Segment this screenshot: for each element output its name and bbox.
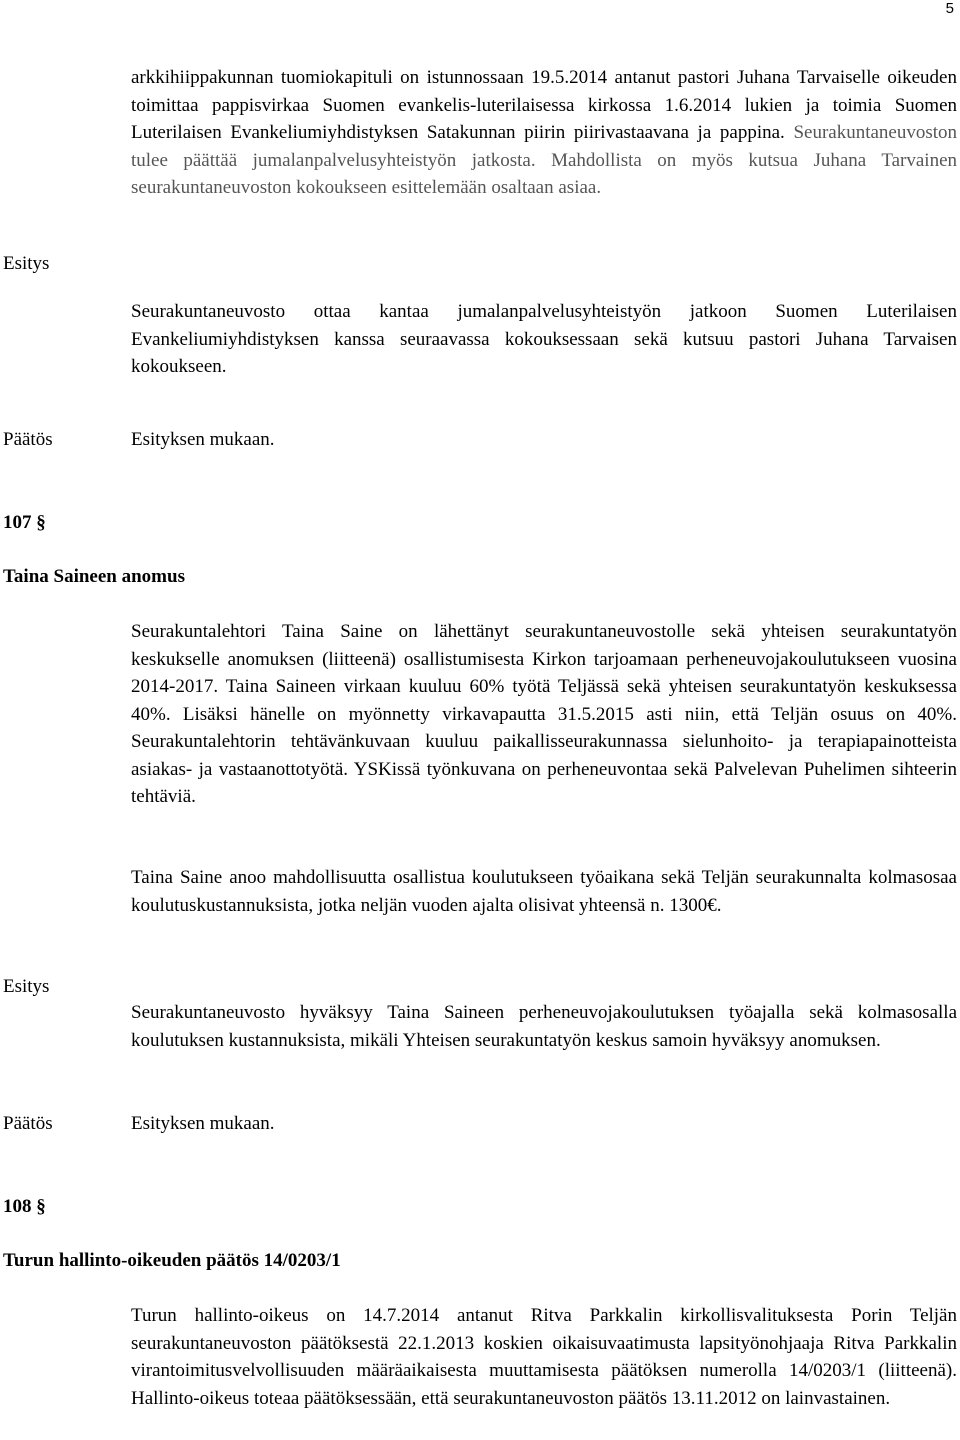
intro-paragraph — [131, 64, 957, 202]
page-number: 5 — [945, 0, 954, 17]
section-107-paragraph-2: Taina Saine anoo mahdollisuutta osallistua koulutukseen työaikana sekä Teljän seurakunnalta kolmasosaa koulutuskustannuksista, jotka neljän vuoden ajalta olisivat yhteensä n. 1300€. — [131, 867, 957, 916]
section-107-decision-text: Esityksen mukaan. — [131, 1113, 275, 1134]
proposal-label: Esitys — [3, 253, 50, 274]
proposal-text: Seurakuntaneuvosto ottaa kantaa jumalanpalvelusyhteistyön jatkoon Suomen Luterilaisen Evankeliumiyhdistyksen kanssa seuraavassa kokouksessaan sekä kutsuu pastori Juhana Tarvaisen kokoukseen. — [131, 301, 957, 377]
section-107-proposal-text: Seurakuntaneuvosto hyväksyy Taina Saineen perheneuvojakoulutuksen työajalla sekä kolmasosalla koulutuksen kustannuksista, mikäli Yhteisen seurakuntatyön keskus samoin hyväksyy anomuksen. — [131, 1002, 957, 1051]
section-title-107: Taina Saineen anomus — [3, 566, 185, 587]
section-107-paragraph-1: Seurakuntalehtori Taina Saine on lähettänyt seurakuntaneuvostolle sekä yhteisen seurakuntatyön keskukselle anomuksen (liitteenä) osallistumisesta Kirkon tarjoamaan perheneuvojakoulutukseen vuosina 2014-2017. Taina Saineen virkaan kuuluu 60% työtä Teljässä sekä yhteisen seurakuntatyön keskuksessa 40%. Lisäksi hänelle on myönnetty virkavapautta 31.5.2015 asti niin, että Teljän osuus on 40%. Seurakuntalehtorin tehtävänkuvaan kuuluu paikallisseurakunnassa sielunhoito- ja terapiapainotteista asiakas- ja vastaanottotyötä. YSKissä työnkuvana on perheneuvontaa sekä Palvelevan Puhelimen sihteerin tehtäviä. — [131, 621, 957, 807]
decision-label: Päätös — [3, 429, 53, 450]
intro-paragraph-text: arkkihiippakunnan tuomiokapituli on istunnossaan 19.5.2014 antanut pastori Juhana Tarvaiselle oikeuden toimittaa pappisvirkaa Suomen evankelis-luterilaisessa kirkossa 1.6.2014 lukien ja toimia Suomen Luterilaisen Evankeliumiyhdistyksen Satakunnan piirin piirivastaavana ja pappina. — [131, 67, 957, 143]
section-number-108: 108 § — [3, 1196, 46, 1217]
section-number-107: 107 § — [3, 512, 46, 533]
section-title-108: Turun hallinto-oikeuden päätös 14/0203/1 — [3, 1250, 341, 1271]
section-107-decision-label: Päätös — [3, 1113, 53, 1134]
intro-paragraph-cont1: Seurakuntaneuvoston tulee päättää jumalanpalvelusyhteistyön jatkosta. — [131, 122, 958, 171]
decision-text: Esityksen mukaan. — [131, 429, 275, 450]
section-107-proposal-label: Esitys — [3, 976, 50, 997]
intro-paragraph-cont2: Mahdollista on myös kutsua Juhana Tarvainen seurakuntaneuvoston kokoukseen esittelemään osaltaan asiaa. — [131, 149, 958, 198]
section-108-paragraph-1: Turun hallinto-oikeus on 14.7.2014 antanut Ritva Parkkalin kirkollisvalituksesta Porin Teljän seurakuntaneuvoston päätöksestä 22.1.2013 koskien oikaisuvaatimusta lapsityönohjaaja Ritva Parkkalin virantoimitusvelvollisuuden määräaikaisesta muuttamisesta päätöksen numerolla 14/0203/1 (liitteenä). Hallinto-oikeus toteaa päätöksessään, että seurakuntaneuvoston päätös 13.11.2012 on lainvastainen. — [131, 1305, 957, 1409]
